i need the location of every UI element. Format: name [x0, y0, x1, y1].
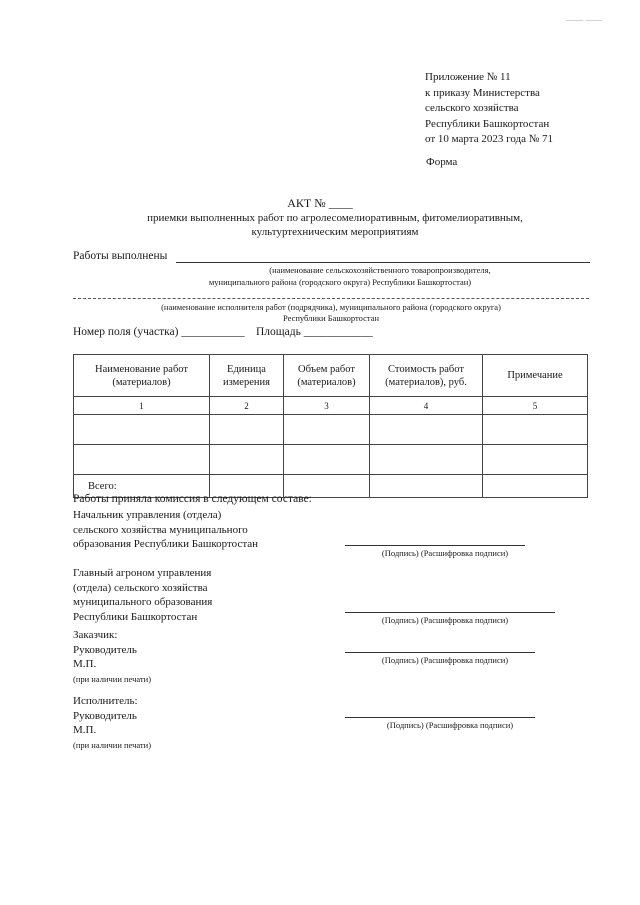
total-label: Всего:: [74, 475, 210, 498]
table-number-cell: 2: [210, 397, 284, 415]
producer-caption: (наименование сельскохозяйственного товаропроизводителя,: [269, 265, 491, 275]
commission-member-2: [73, 566, 212, 624]
table-number-cell: 1: [74, 397, 210, 415]
table-number-row: [74, 397, 588, 415]
customer-role: Руководитель: [73, 643, 137, 656]
table-cell[interactable]: [370, 415, 483, 445]
signature-line[interactable]: [345, 545, 525, 546]
executor-block: [73, 694, 151, 752]
field-number-label: Номер поля (участка) ___________: [73, 326, 245, 338]
table-cell[interactable]: [74, 415, 210, 445]
contractor-field[interactable]: [73, 298, 589, 299]
form-label: Форма: [426, 156, 458, 168]
table-header-row: [74, 355, 588, 397]
works-done-field[interactable]: [176, 262, 590, 263]
act-subtitle: приемки выполненных работ по агролесомелиоративным, фитомелиоративным, культуртехническим мероприятиям: [147, 212, 523, 238]
appendix-line: к приказу Министерства: [425, 86, 540, 99]
customer-heading: Заказчик:: [73, 629, 118, 641]
appendix-line: Приложение № 11: [425, 71, 511, 83]
member-line: Республики Башкортостан: [73, 610, 198, 623]
area-label: Площадь ____________: [256, 326, 373, 338]
executor-heading: Исполнитель:: [73, 695, 138, 707]
signature-line[interactable]: [345, 612, 555, 613]
table-row[interactable]: [74, 415, 588, 445]
works-done-label: Работы выполнены: [73, 250, 168, 262]
table-header-cell: Примечание: [483, 355, 588, 397]
table-cell[interactable]: [284, 415, 370, 445]
commission-member-1: [73, 508, 258, 552]
customer-block: [73, 628, 151, 686]
table-number-cell: 5: [483, 397, 588, 415]
signature-line[interactable]: [345, 652, 535, 653]
appendix-line: Республики Башкортостан: [425, 117, 550, 130]
signature-caption: (Подпись) (Расшифровка подписи): [386, 720, 514, 730]
signature-caption: (Подпись) (Расшифровка подписи): [381, 615, 509, 625]
table-cell[interactable]: [210, 445, 284, 475]
act-title: АКТ № ____: [287, 196, 353, 210]
signature-caption: (Подпись) (Расшифровка подписи): [381, 655, 509, 665]
producer-caption: муниципального района (городского округа) Республики Башкортостан): [208, 277, 472, 287]
appendix-line: сельского хозяйства: [425, 102, 519, 114]
appendix-line: от 10 марта 2023 года № 71: [425, 133, 554, 145]
executor-stamp: М.П.: [73, 724, 97, 736]
table-header-cell: Наименование работ (материалов): [74, 355, 210, 397]
table-header-cell: Единица измерения: [210, 355, 284, 397]
table-cell[interactable]: [284, 445, 370, 475]
table-cell[interactable]: [483, 445, 588, 475]
works-table: [73, 354, 588, 498]
table-cell[interactable]: [74, 445, 210, 475]
table-cell[interactable]: [370, 445, 483, 475]
executor-stamp-note: (при наличии печати): [73, 739, 152, 750]
executor-role: Руководитель: [73, 709, 137, 722]
customer-stamp-note: (при наличии печати): [73, 673, 152, 684]
table-row[interactable]: [74, 445, 588, 475]
table-number-cell: 4: [370, 397, 483, 415]
member-line: образования Республики Башкортостан: [73, 538, 259, 550]
contractor-caption: Республики Башкортостан: [282, 313, 380, 323]
member-line: сельского хозяйства муниципального: [73, 523, 248, 536]
table-number-cell: 3: [284, 397, 370, 415]
signature-line[interactable]: [345, 717, 535, 718]
signature-caption: (Подпись) (Расшифровка подписи): [381, 548, 509, 558]
commission-intro: Работы приняла комиссия в следующем составе:: [73, 493, 312, 505]
member-line: Главный агроном управления: [73, 567, 212, 579]
table-cell[interactable]: [210, 415, 284, 445]
table-cell[interactable]: [483, 475, 588, 498]
member-line: Начальник управления (отдела): [73, 509, 222, 521]
contractor-caption: (наименование исполнителя работ (подрядчика), муниципального района (городского округа): [161, 302, 501, 312]
appendix-block: [425, 70, 553, 148]
table-cell[interactable]: [370, 475, 483, 498]
table-header-cell: Объем работ (материалов): [284, 355, 370, 397]
header-mark: —— ——: [566, 14, 603, 24]
customer-stamp: М.П.: [73, 658, 97, 670]
member-line: (отдела) сельского хозяйства: [73, 581, 208, 594]
table-header-cell: Стоимость работ (материалов), руб.: [370, 355, 483, 397]
member-line: муниципального образования: [73, 596, 213, 608]
table-cell[interactable]: [483, 415, 588, 445]
